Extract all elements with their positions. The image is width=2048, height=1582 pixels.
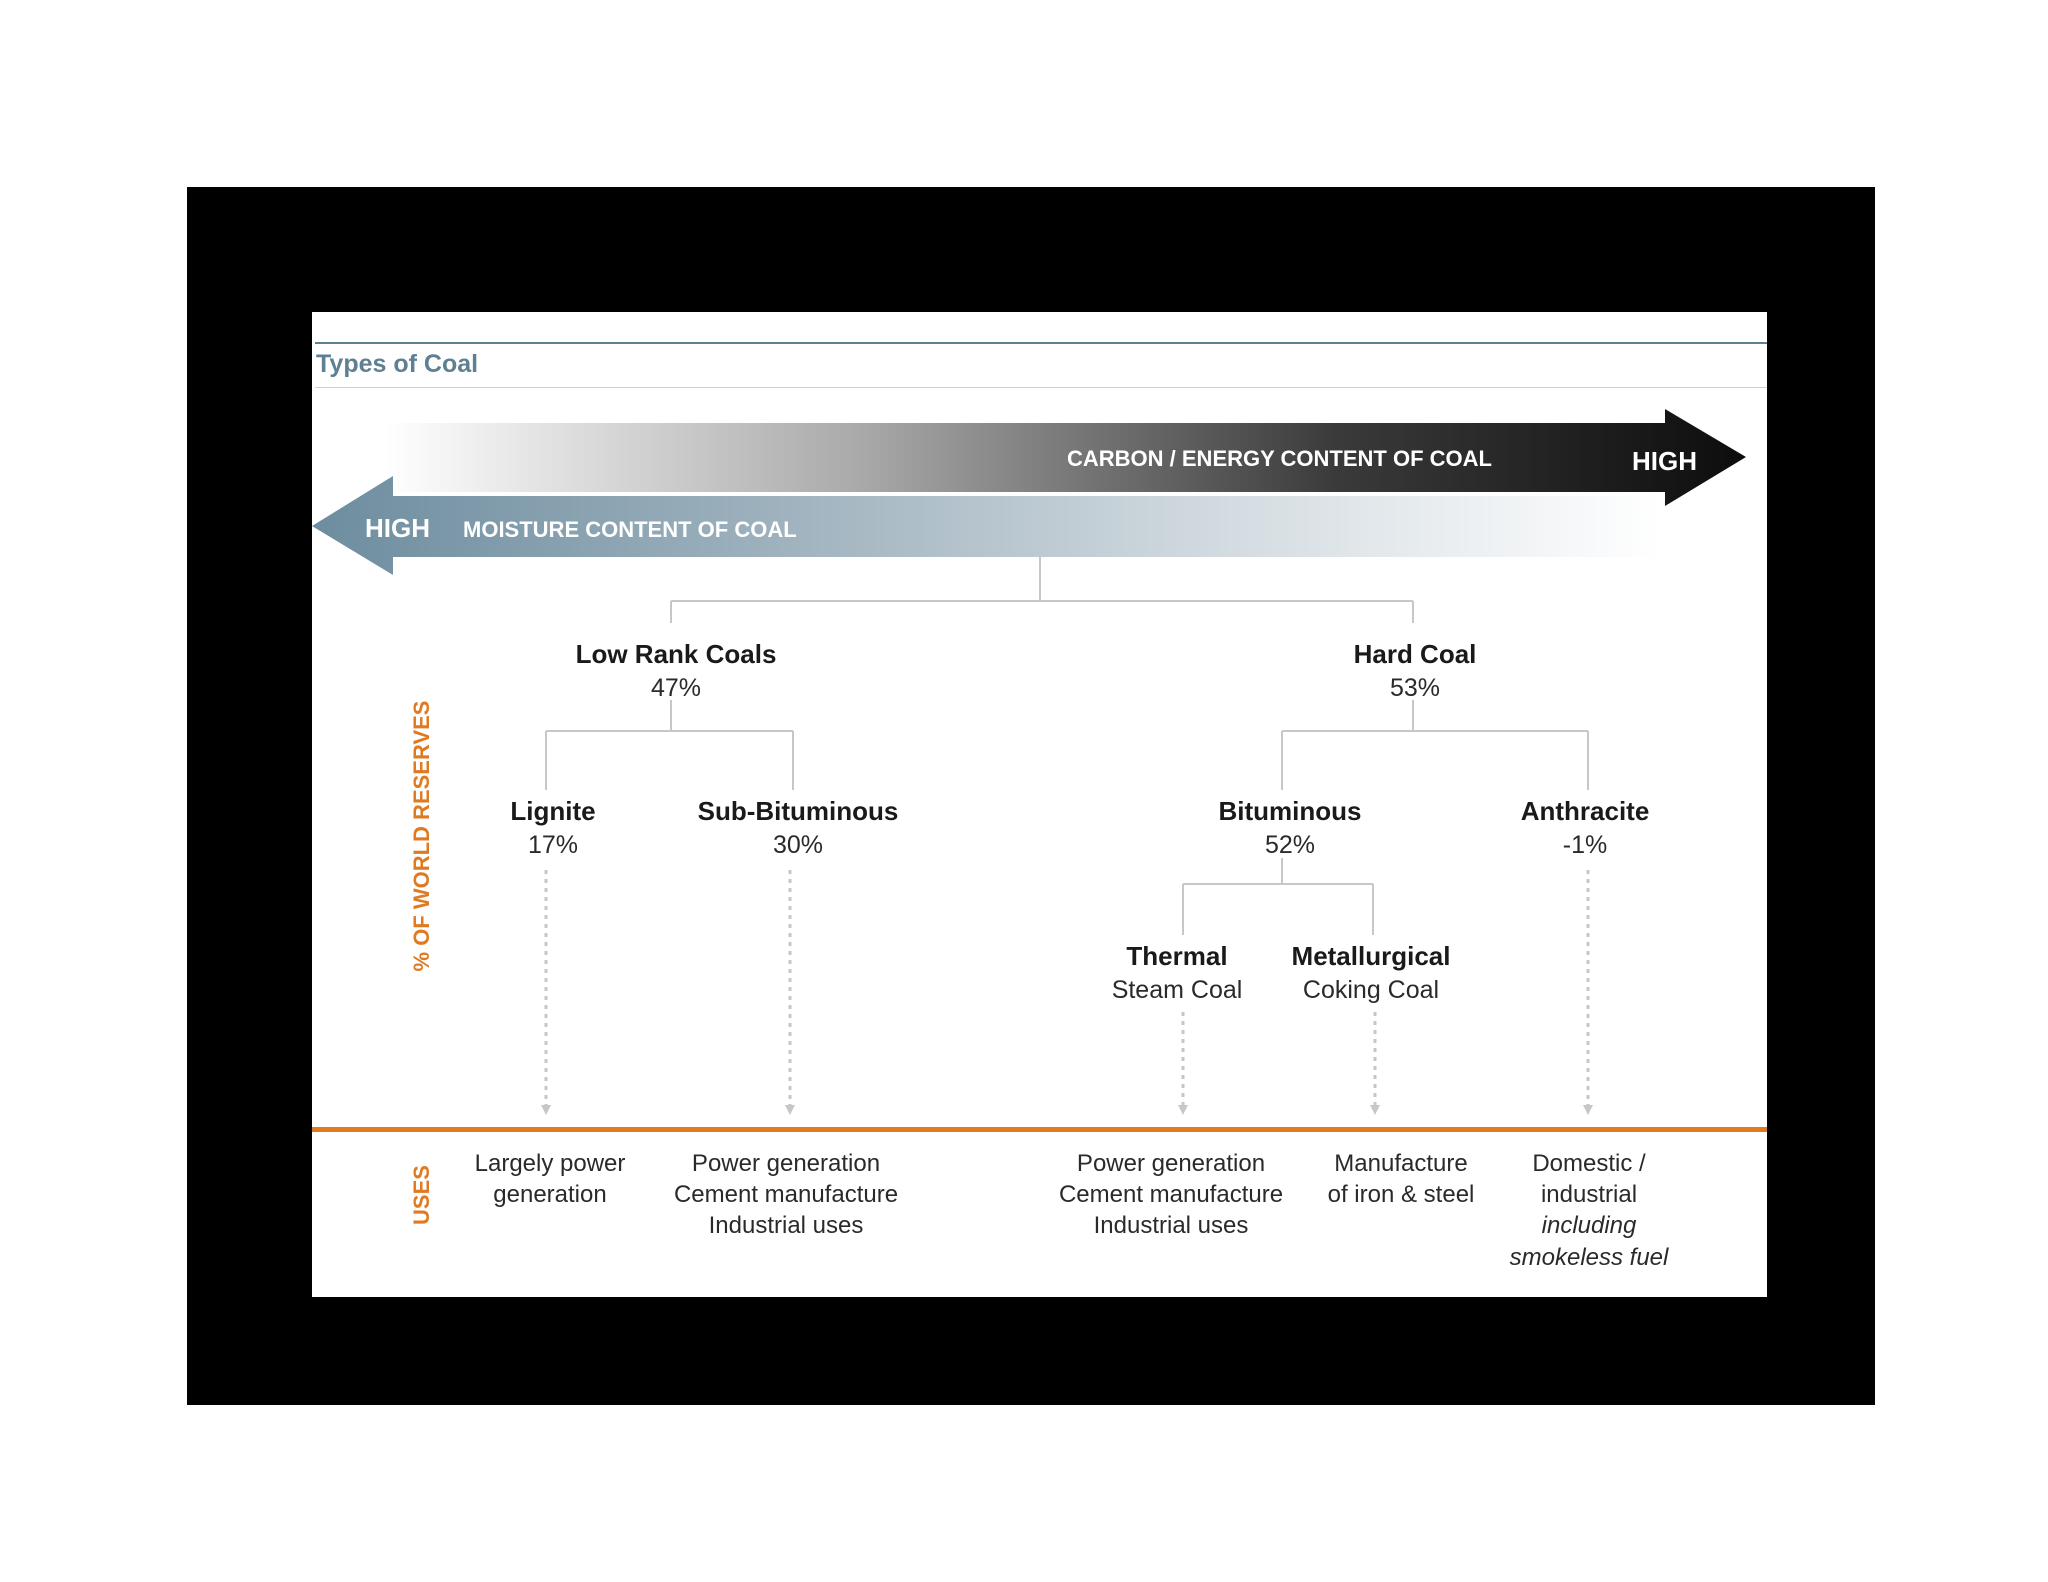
page-title: Types of Coal (316, 350, 479, 378)
node-subtitle: Steam Coal (1111, 975, 1243, 1004)
moisture-high-label: HIGH (365, 513, 430, 543)
use-line-italic (1510, 1242, 1669, 1273)
use-line: Manufacture (1334, 1150, 1468, 1177)
uses-lignite (475, 1148, 626, 1210)
node-bituminous (1219, 795, 1362, 861)
uses-anthracite (1510, 1148, 1669, 1273)
use-line: Cement manufacture (673, 1181, 899, 1209)
node-low-rank-coals (576, 638, 777, 704)
carbon-arrow-label: CARBON / ENERGY CONTENT OF COAL (1067, 446, 1492, 471)
use-italic-text: including (1541, 1212, 1637, 1240)
moisture-arrow-label: MOISTURE CONTENT OF COAL (463, 517, 797, 542)
node-percent: 17% (527, 830, 579, 859)
use-line: Power generation (1076, 1150, 1266, 1177)
use-line-italic (1510, 1210, 1669, 1241)
node-name: Low Rank Coals (575, 639, 777, 669)
node-name: Metallurgical (1291, 941, 1451, 971)
use-line: Domestic / (1532, 1150, 1646, 1177)
node-name: Hard Coal (1353, 639, 1477, 669)
carbon-arrow (385, 409, 1746, 506)
use-line: Industrial uses (708, 1212, 864, 1240)
node-name: Sub-Bituminous (697, 796, 899, 826)
use-line: of iron & steel (1327, 1181, 1475, 1209)
carbon-high-label: HIGH (1632, 446, 1697, 476)
node-lignite (510, 795, 595, 861)
use-line: Largely power (474, 1150, 626, 1177)
uses-metallurgical (1328, 1148, 1475, 1210)
node-percent: 52% (1264, 830, 1316, 859)
node-thermal (1112, 940, 1243, 1006)
node-metallurgical (1292, 940, 1451, 1006)
node-sub-bituminous (698, 795, 899, 861)
node-percent: 53% (1389, 673, 1441, 702)
use-line: Industrial uses (1093, 1212, 1249, 1240)
use-line: industrial (1540, 1181, 1638, 1209)
node-anthracite (1521, 795, 1650, 861)
node-name: Bituminous (1218, 796, 1362, 826)
node-percent: 47% (650, 673, 702, 702)
node-percent: 30% (772, 830, 824, 859)
reserves-axis-label: % OF WORLD RESERVES (409, 700, 434, 972)
tree-connectors (546, 557, 1588, 935)
uses-sub-bituminous (674, 1148, 898, 1242)
use-italic-text: smokeless fuel (1509, 1243, 1669, 1271)
node-name: Anthracite (1520, 796, 1650, 826)
uses-thermal (1059, 1148, 1283, 1242)
node-name: Thermal (1126, 941, 1228, 971)
uses-divider (312, 1127, 1767, 1132)
node-percent: -1% (1562, 830, 1608, 859)
node-name: Lignite (510, 796, 596, 826)
uses-axis-label: USES (409, 1165, 434, 1225)
use-line: Cement manufacture (1058, 1181, 1284, 1209)
node-hard-coal (1354, 638, 1477, 704)
node-subtitle: Coking Coal (1302, 975, 1440, 1004)
use-line: Power generation (691, 1150, 881, 1177)
use-line: generation (493, 1181, 607, 1209)
